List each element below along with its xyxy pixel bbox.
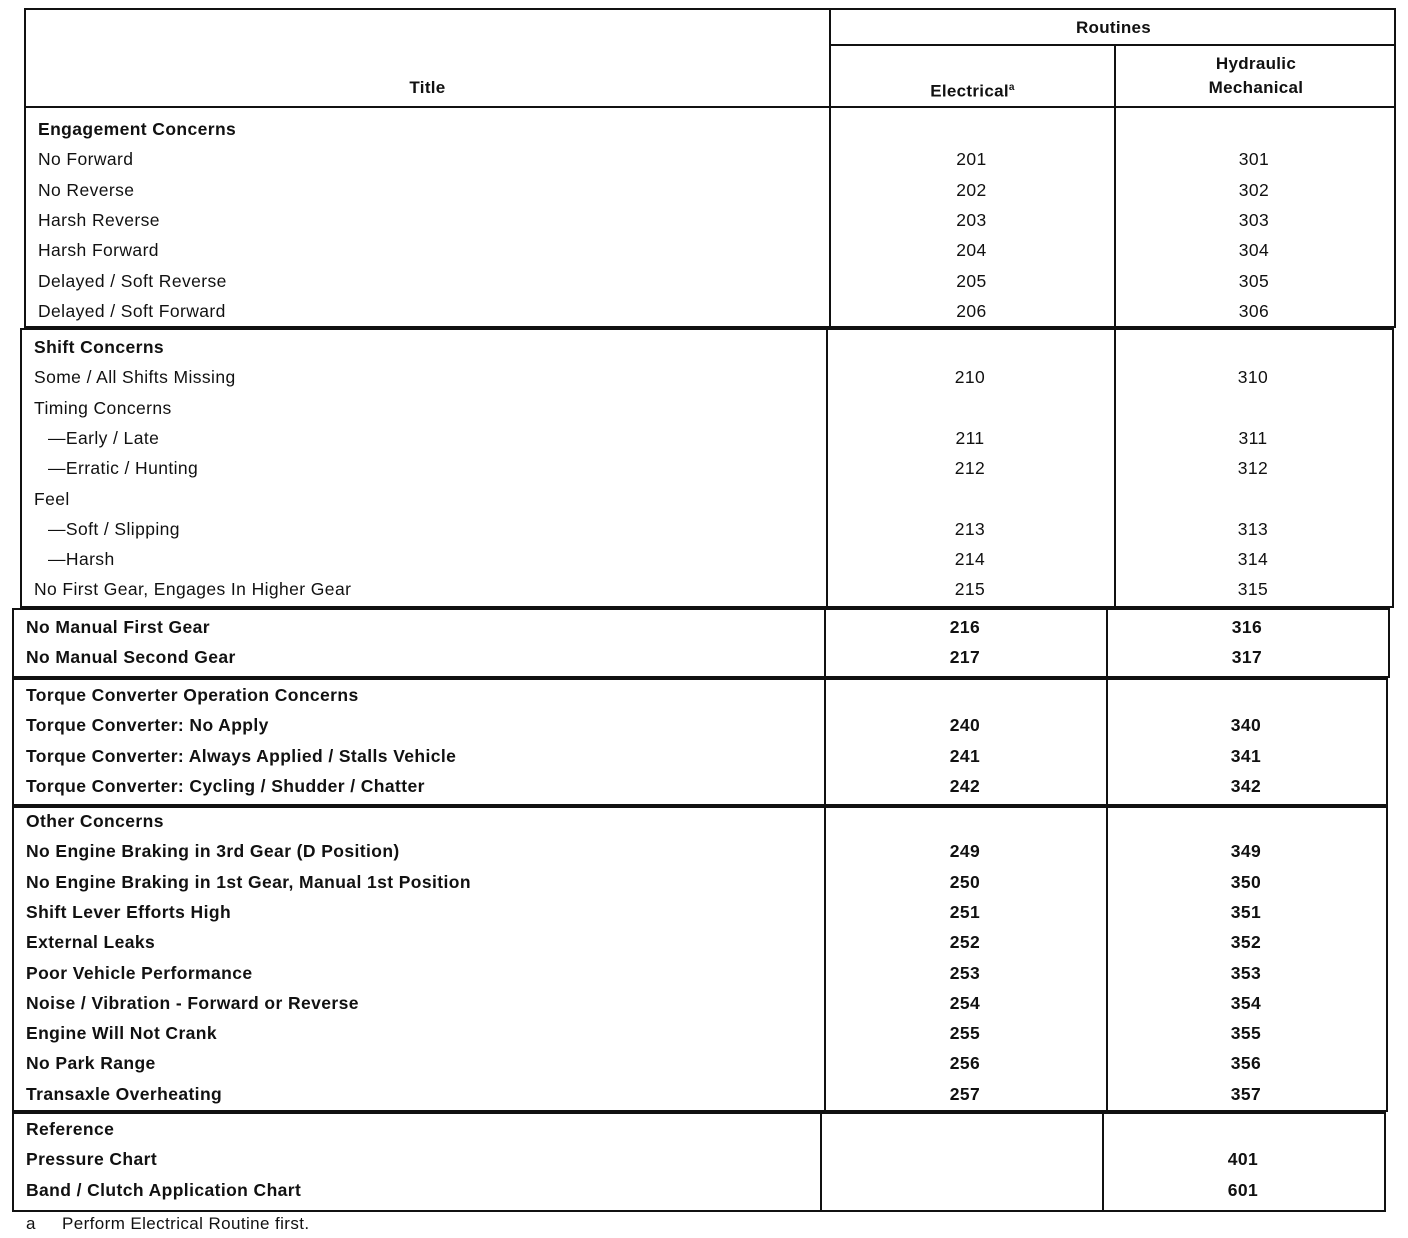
- electrical-routine-number: 201: [956, 149, 987, 170]
- electrical-routine-number: 202: [956, 179, 987, 200]
- section-heading: Reference: [26, 1119, 115, 1139]
- section-rule: [20, 328, 1394, 330]
- concern-title: Poor Vehicle Performance: [26, 962, 253, 983]
- hydraulic-header-line2: Mechanical: [1208, 78, 1304, 97]
- table-row: [22, 544, 1392, 574]
- electrical-routine-number: 206: [956, 300, 987, 321]
- hydraulic-routine-number: 355: [1230, 1023, 1262, 1044]
- electrical-routine-number: 216: [949, 617, 981, 637]
- table-row: [22, 453, 1392, 483]
- concern-title: Shift Lever Efforts High: [26, 901, 232, 922]
- hydraulic-routine-number: 356: [1230, 1053, 1262, 1074]
- table-section-6: [12, 1112, 1386, 1212]
- table-row: [14, 1175, 1384, 1205]
- concern-title: Band / Clutch Application Chart: [26, 1179, 302, 1200]
- hydraulic-header-line1: Hydraulic: [1215, 54, 1297, 73]
- concern-title: No Forward: [38, 149, 134, 170]
- hydraulic-routine-number: 340: [1230, 715, 1262, 736]
- table-row: [14, 1079, 1386, 1109]
- concern-title: Torque Converter: Cycling / Shudder / Chatter: [26, 775, 425, 796]
- table-row: [14, 771, 1386, 801]
- concern-title: No Engine Braking in 3rd Gear (D Position): [26, 841, 400, 862]
- table-row: [26, 296, 1394, 326]
- hydraulic-routine-number: 312: [1237, 458, 1269, 479]
- concern-title: Harsh Forward: [38, 240, 159, 261]
- hydraulic-routine-number: 352: [1230, 932, 1262, 953]
- table-row: [22, 514, 1392, 544]
- section-heading: Other Concerns: [26, 811, 164, 831]
- concern-title: No Manual Second Gear: [26, 647, 236, 668]
- concern-title: Some / All Shifts Missing: [34, 367, 236, 388]
- electrical-routine-number: 210: [954, 367, 986, 388]
- concern-title: Harsh Reverse: [38, 209, 160, 230]
- electrical-routine-number: 215: [954, 579, 986, 600]
- concern-title: Transaxle Overheating: [26, 1083, 223, 1104]
- hydraulic-routine-number: 349: [1230, 841, 1262, 862]
- hydraulic-routine-number: 315: [1237, 579, 1269, 600]
- electrical-routine-number: 241: [949, 745, 981, 766]
- hydraulic-routine-number: 316: [1231, 617, 1263, 637]
- hydraulic-routine-number: 353: [1230, 962, 1262, 983]
- hydraulic-routine-number: 350: [1230, 871, 1262, 892]
- electrical-routine-number: 212: [954, 458, 986, 479]
- electrical-routine-number: 240: [949, 715, 981, 736]
- table-row: [14, 867, 1386, 897]
- table-row: [26, 235, 1394, 265]
- electrical-routine-number: 252: [949, 932, 981, 953]
- footnote-text: Perform Electrical Routine first.: [62, 1214, 310, 1233]
- table-section-2: [20, 328, 1394, 608]
- electrical-routine-number: 213: [954, 518, 986, 539]
- table-row: [14, 1018, 1386, 1048]
- section-heading: Engagement Concerns: [38, 119, 237, 139]
- table-row: [26, 175, 1394, 205]
- concern-title: External Leaks: [26, 932, 156, 953]
- table-row: [14, 897, 1386, 927]
- concern-title: No Manual First Gear: [26, 617, 211, 637]
- hydraulic-routine-number: 314: [1237, 549, 1269, 570]
- hydraulic-routine-number: 351: [1230, 901, 1262, 922]
- table-row: [14, 927, 1386, 957]
- hydraulic-routine-number: 342: [1230, 775, 1262, 796]
- section-heading: Torque Converter Operation Concerns: [26, 685, 359, 705]
- electrical-routine-number: 204: [956, 240, 987, 261]
- concern-title: —Soft / Slipping: [48, 518, 180, 539]
- electrical-routine-number: 255: [949, 1023, 981, 1044]
- table-row: [14, 741, 1386, 771]
- hydraulic-routine-number: 306: [1238, 300, 1270, 321]
- electrical-routine-number: 250: [949, 871, 981, 892]
- section-heading-row: [14, 1114, 1384, 1144]
- table-row: [22, 484, 1392, 514]
- concern-title: Feel: [34, 488, 70, 509]
- concern-title: Noise / Vibration - Forward or Reverse: [26, 992, 359, 1013]
- table-row: [14, 612, 1388, 642]
- hydraulic-routine-number: 305: [1238, 270, 1270, 291]
- table-section-3: [12, 608, 1390, 678]
- concern-title: Pressure Chart: [26, 1149, 158, 1170]
- table-row: [14, 836, 1386, 866]
- table-row: [26, 266, 1394, 296]
- hydraulic-routine-number: 303: [1238, 209, 1270, 230]
- hydraulic-routine-number: 313: [1237, 518, 1269, 539]
- hydraulic-routine-number: 311: [1238, 427, 1268, 448]
- table-row: [14, 1144, 1384, 1174]
- concern-title: No First Gear, Engages In Higher Gear: [34, 579, 352, 600]
- concern-title: No Park Range: [26, 1053, 156, 1074]
- table-row: [22, 574, 1392, 604]
- table-row: [14, 988, 1386, 1018]
- footnote: [26, 1212, 310, 1236]
- table-section-4: [12, 678, 1388, 806]
- electrical-routine-number: 254: [949, 992, 981, 1013]
- concern-title: —Early / Late: [48, 427, 160, 448]
- footnote-marker: a: [26, 1214, 36, 1233]
- table-row: [26, 144, 1394, 174]
- table-row: [14, 1048, 1386, 1078]
- hydraulic-routine-number: 302: [1238, 179, 1270, 200]
- section-heading-row: [14, 680, 1386, 710]
- electrical-routine-number: 217: [949, 647, 981, 668]
- section-heading-row: [26, 114, 1394, 144]
- section-rule: [12, 608, 1390, 610]
- electrical-routine-number: 249: [949, 841, 981, 862]
- hydraulic-routine-number: 354: [1230, 992, 1262, 1013]
- concern-title: Delayed / Soft Forward: [38, 300, 226, 321]
- concern-title: —Erratic / Hunting: [48, 458, 199, 479]
- electrical-routine-number: 211: [955, 427, 985, 448]
- concern-title: Delayed / Soft Reverse: [38, 270, 227, 291]
- concern-title: —Harsh: [48, 549, 115, 570]
- hydraulic-routine-number: 304: [1238, 240, 1270, 261]
- section-heading: Shift Concerns: [34, 337, 165, 357]
- table-section-5: [12, 806, 1388, 1112]
- electrical-routine-number: 253: [949, 962, 981, 983]
- hydraulic-routine-number: 601: [1227, 1179, 1259, 1200]
- table-row: [22, 393, 1392, 423]
- electrical-routine-number: 257: [949, 1083, 981, 1104]
- concern-title: Engine Will Not Crank: [26, 1023, 218, 1044]
- section-heading-row: [14, 806, 1386, 836]
- table-header: [24, 8, 1396, 108]
- table-row: [22, 423, 1392, 453]
- routines-header: Routines: [1075, 18, 1152, 37]
- electrical-routine-number: 242: [949, 775, 981, 796]
- table-row: [22, 362, 1392, 392]
- hydraulic-column-header: [1116, 52, 1396, 100]
- concern-title: Timing Concerns: [34, 397, 172, 418]
- concern-title: Torque Converter: No Apply: [26, 715, 269, 736]
- electrical-routine-number: 251: [949, 901, 981, 922]
- hydraulic-routine-number: 317: [1231, 647, 1263, 668]
- concern-title: No Engine Braking in 1st Gear, Manual 1st Position: [26, 871, 471, 892]
- section-heading-row: [22, 332, 1392, 362]
- table-row: [14, 710, 1386, 740]
- electrical-routine-number: 203: [956, 209, 987, 230]
- hydraulic-routine-number: 401: [1227, 1149, 1259, 1170]
- hydraulic-routine-number: 341: [1230, 745, 1262, 766]
- electrical-routine-number: 205: [956, 270, 987, 291]
- table-row: [14, 958, 1386, 988]
- concern-title: No Reverse: [38, 179, 135, 200]
- table-section-1: [24, 108, 1396, 328]
- hydraulic-routine-number: 357: [1230, 1083, 1262, 1104]
- concern-title: Torque Converter: Always Applied / Stalls Vehicle: [26, 745, 457, 766]
- hydraulic-routine-number: 310: [1237, 367, 1269, 388]
- header-rule-routines: [829, 44, 1394, 46]
- electrical-routine-number: 256: [949, 1053, 981, 1074]
- electrical-routine-number: 214: [954, 549, 986, 570]
- electrical-footnote-marker: a: [1008, 82, 1015, 93]
- table-row: [14, 642, 1388, 672]
- table-row: [26, 205, 1394, 235]
- title-column-header: Title: [409, 78, 446, 97]
- electrical-column-header: Electrical$^a$: [930, 81, 1015, 101]
- hydraulic-routine-number: 301: [1238, 149, 1270, 170]
